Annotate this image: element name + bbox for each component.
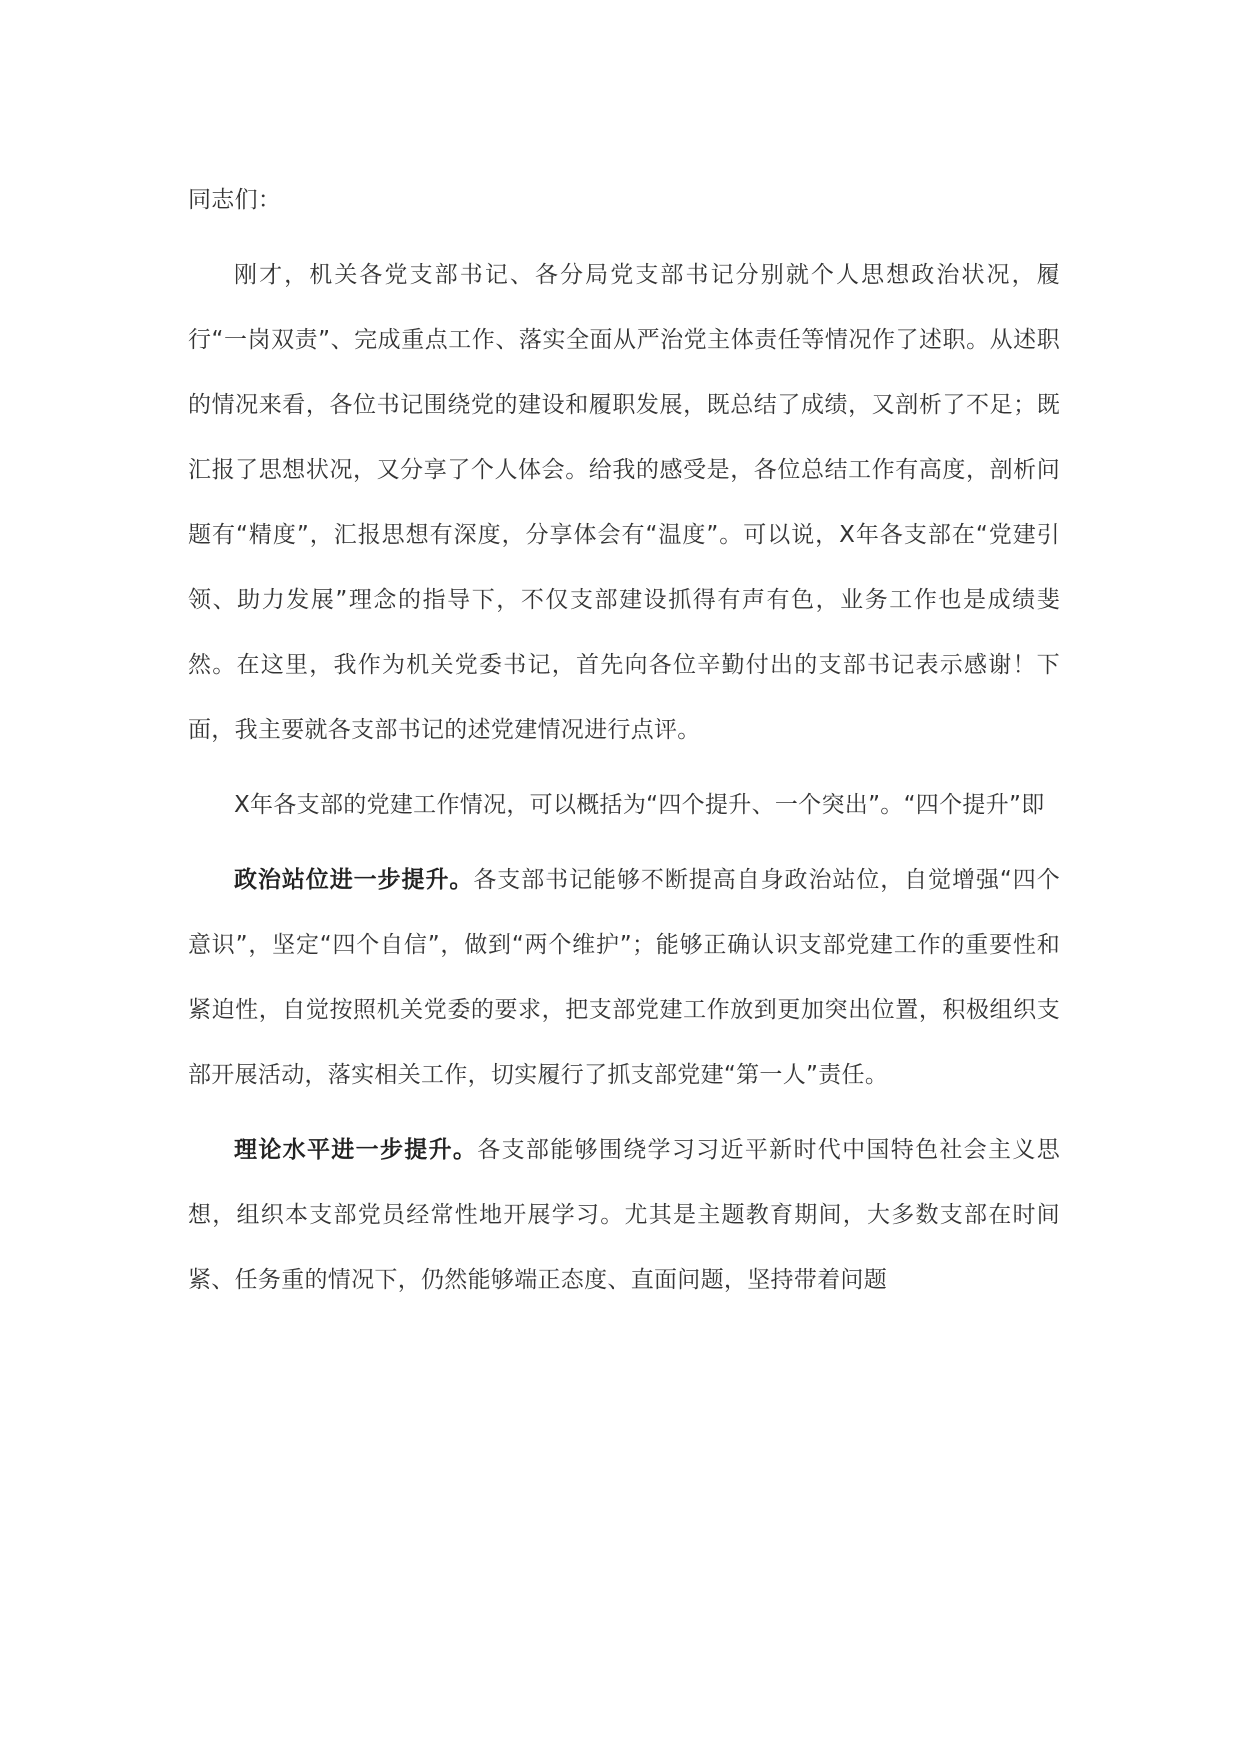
paragraph-text: 刚才，机关各党支部书记、各分局党支部书记分别就个人思想政治状况，履行“一岗双责”、完成重点工作、落实全面从严治党主体责任等情况作了述职。从述职的情况来看，各位书记围绕党的建设和履职发展，既总结了成绩，又剖析了不足；既汇报了思想状况，又分享了个人体会。给我的感受是，各位总结工作有高度，剖析问题有“精度”，汇报思想有深度，分享体会有“温度”。可以说，X年各支部在“党建引领、助力发展”理念的指导下，不仅支部建设抓得有声有色，业务工作也是成绩斐然。在这里，我作为机关党委书记，首先向各位辛勤付出的支部书记表示感谢！下面，我主要就各支部书记的述党建情况进行点评。 xyxy=(188,262,1060,743)
paragraph-summary xyxy=(188,773,1060,838)
paragraph-heading: 政治站位进一步提升。 xyxy=(234,867,474,893)
document-body xyxy=(188,168,1060,1323)
paragraph-theory-level xyxy=(188,1118,1060,1313)
salutation: 同志们： xyxy=(188,187,282,213)
paragraph-heading: 理论水平进一步提升。 xyxy=(234,1137,478,1163)
paragraph-political-standing xyxy=(188,848,1060,1108)
paragraph-text: 各支部书记能够不断提高自身政治站位，自觉增强“四个意识”，坚定“四个自信”，做到“两个维护”；能够正确认识支部党建工作的重要性和紧迫性，自觉按照机关党委的要求，把支部党建工作放到更加突出位置，积极组织支部开展活动，落实相关工作，切实履行了抓支部党建“第一人”责任。 xyxy=(188,867,1061,1088)
paragraph-opening xyxy=(188,243,1060,763)
paragraph-text: 各支部能够围绕学习习近平新时代中国特色社会主义思想，组织本支部党员经常性地开展学习。尤其是主题教育期间，大多数支部在时间紧、任务重的情况下，仍然能够端正态度、直面问题，坚持带着问题 xyxy=(188,1137,1061,1293)
paragraph-text: X年各支部的党建工作情况，可以概括为“四个提升、一个突出”。“四个提升”即 xyxy=(234,792,1045,818)
